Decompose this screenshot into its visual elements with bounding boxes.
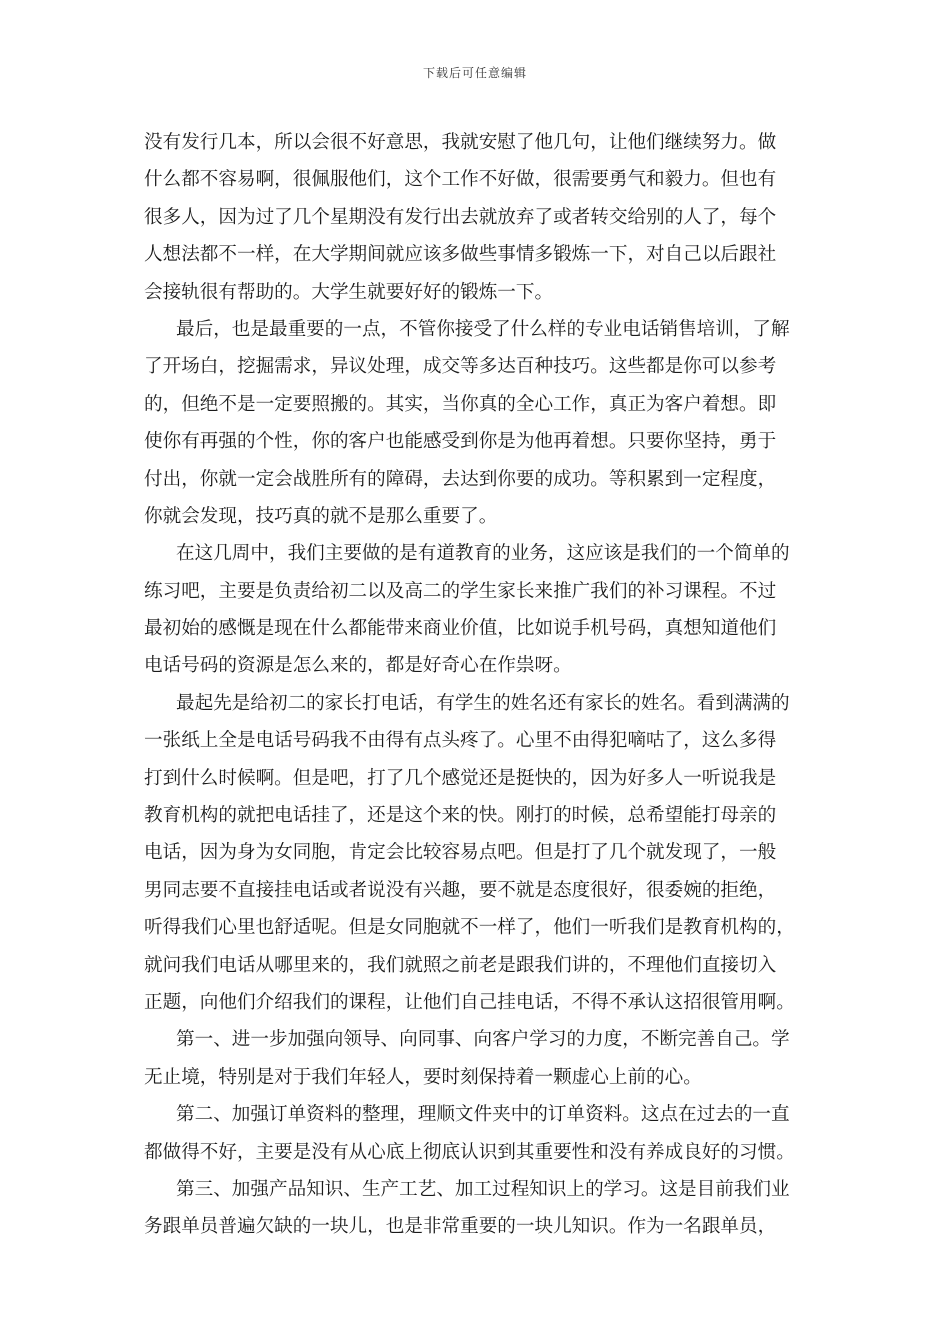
text-line: 会接轨很有帮助的。大学生就要好好的锻炼一下。 (144, 281, 554, 303)
document-body (144, 124, 807, 1246)
text-line: 最起先是给初二的家长打电话，有学生的姓名还有家长的姓名。看到满满的 (176, 692, 790, 714)
text-line: 使你有再强的个性，你的客户也能感受到你是为他再着想。只要你坚持，勇于 (144, 431, 777, 453)
text-line: 在这几周中，我们主要做的是有道教育的业务，这应该是我们的一个简单的 (176, 543, 790, 565)
page-header: 下载后可任意编辑 (422, 66, 527, 80)
text-line: 没有发行几本，所以会很不好意思，我就安慰了他几句，让他们继续努力。做 (144, 132, 777, 153)
text-line: 都做得不好，主要是没有从心底上彻底认识到其重要性和没有养成良好的习惯。 (144, 1141, 795, 1163)
text-line: 第二、加强订单资料的整理，理顺文件夹中的订单资料。这点在过去的一直 (176, 1104, 790, 1126)
text-line: 电话，因为身为女同胞，肯定会比较容易点吧。但是打了几个就发现了，一般 (144, 842, 777, 864)
text-line: 男同志要不直接挂电话或者说没有兴趣，要不就是态度很好，很委婉的拒绝， (144, 879, 777, 901)
text-line: 了开场白，挖掘需求，异议处理，成交等多达百种技巧。这些都是你可以参考 (144, 356, 777, 378)
text-line: 最初始的感慨是现在什么都能带来商业价值，比如说手机号码，真想知道他们 (144, 618, 777, 640)
text-line: 无止境，特别是对于我们年轻人，要时刻保持着一颗虚心上前的心。 (144, 1066, 702, 1088)
text-line: 付出，你就一定会战胜所有的障碍，去达到你要的成功。等积累到一定程度， (144, 468, 777, 490)
text-line: 电话号码的资源是怎么来的，都是好奇心在作祟呀。 (144, 655, 572, 677)
text-line: 正题，向他们介绍我们的课程，让他们自己挂电话，不得不承认这招很管用啊。 (144, 991, 795, 1013)
text-line: 人想法都不一样，在大学期间就应该多做些事情多锻炼一下，对自己以后跟社 (144, 244, 777, 266)
text-line: 你就会发现，技巧真的就不是那么重要了。 (144, 505, 498, 527)
text-line: 什么都不容易啊，很佩服他们，这个工作不好做，很需要勇气和毅力。但也有 (144, 169, 777, 191)
text-line: 第一、进一步加强向领导、向同事、向客户学习的力度，不断完善自己。学 (176, 1029, 790, 1051)
text-line: 一张纸上全是电话号码我不由得有点头疼了。心里不由得犯嘀咕了，这么多得 (144, 730, 777, 752)
text-line: 练习吧，主要是负责给初二以及高二的学生家长来推广我们的补习课程。不过 (144, 580, 777, 602)
text-line: 很多人，因为过了几个星期没有发行出去就放弃了或者转交给别的人了，每个 (144, 206, 777, 228)
text-line: 教育机构的就把电话挂了，还是这个来的快。刚打的时候，总希望能打母亲的 (144, 805, 777, 827)
text-line: 听得我们心里也舒适呢。但是女同胞就不一样了，他们一听我们是教育机构的， (144, 917, 795, 939)
text-line: 务跟单员普遍欠缺的一块儿，也是非常重要的一块儿知识。作为一名跟单员， (144, 1216, 777, 1238)
text-line: 的，但绝不是一定要照搬的。其实，当你真的全心工作，真正为客户着想。即 (144, 393, 777, 415)
text-line: 打到什么时候啊。但是吧，打了几个感觉还是挺快的，因为好多人一听说我是 (144, 767, 777, 789)
text-line: 第三、加强产品知识、生产工艺、加工过程知识上的学习。这是目前我们业 (176, 1178, 790, 1200)
text-line: 就问我们电话从哪里来的，我们就照之前老是跟我们讲的，不理他们直接切入 (144, 954, 777, 976)
text-line: 最后，也是最重要的一点，不管你接受了什么样的专业电话销售培训，了解 (176, 318, 790, 340)
